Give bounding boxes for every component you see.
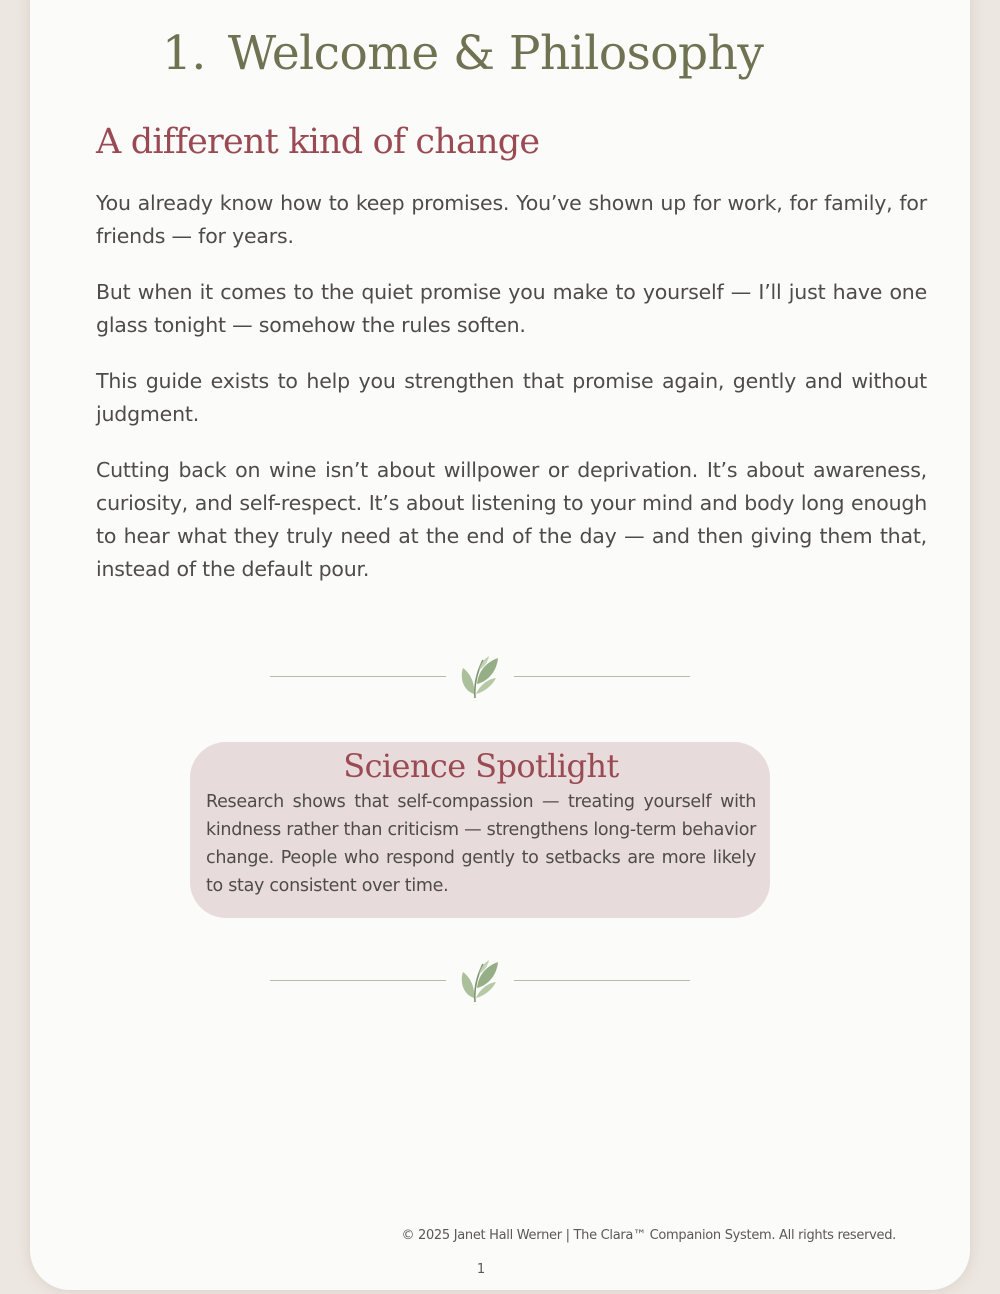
science-spotlight-callout <box>190 742 770 918</box>
chapter-title-text: Welcome & Philosophy <box>227 26 764 81</box>
leaf-sprig-icon <box>458 958 502 1004</box>
document-page <box>30 0 970 1290</box>
leaf-divider-bottom <box>270 958 690 1004</box>
copyright-footer: © 2025 Janet Hall Werner | The Clara™ Companion System. All rights reserved. <box>401 1228 896 1243</box>
page-number: 1 <box>476 1262 486 1277</box>
divider-line-left <box>270 980 446 981</box>
chapter-number: 1. <box>162 26 206 81</box>
leaf-sprig-icon <box>458 654 502 700</box>
body-paragraph-3: This guide exists to help you strengthen that promise again, gently and without judgment. <box>96 369 927 426</box>
body-paragraph-2: But when it comes to the quiet promise you make to yourself — I’ll just have one glass tonight — somehow the rules soften. <box>96 280 927 337</box>
spotlight-text: Research shows that self-compassion — treating yourself with kindness rather than criticism — strengthens long-term behavior change. People who respond gently to setbacks are more likely to stay consistent over time. <box>206 792 756 896</box>
body-paragraph-4: Cutting back on wine isn’t about willpower or deprivation. It’s about awareness, curiosity, and self-respect. It’s about listening to your mind and body long enough to hear what they truly need at the end of the day — and then giving them that, instead of the default pour. <box>96 458 927 581</box>
spotlight-title: Science Spotlight <box>343 747 619 785</box>
body-paragraph-1: You already know how to keep promises. You’ve shown up for work, for family, for friends — for years. <box>96 191 927 248</box>
divider-line-right <box>514 980 690 981</box>
body-copy <box>96 187 927 609</box>
chapter-title <box>162 26 763 81</box>
divider-line-left <box>270 676 446 677</box>
leaf-divider-top <box>270 654 690 700</box>
divider-line-right <box>514 676 690 677</box>
section-heading: A different kind of change <box>96 122 540 162</box>
